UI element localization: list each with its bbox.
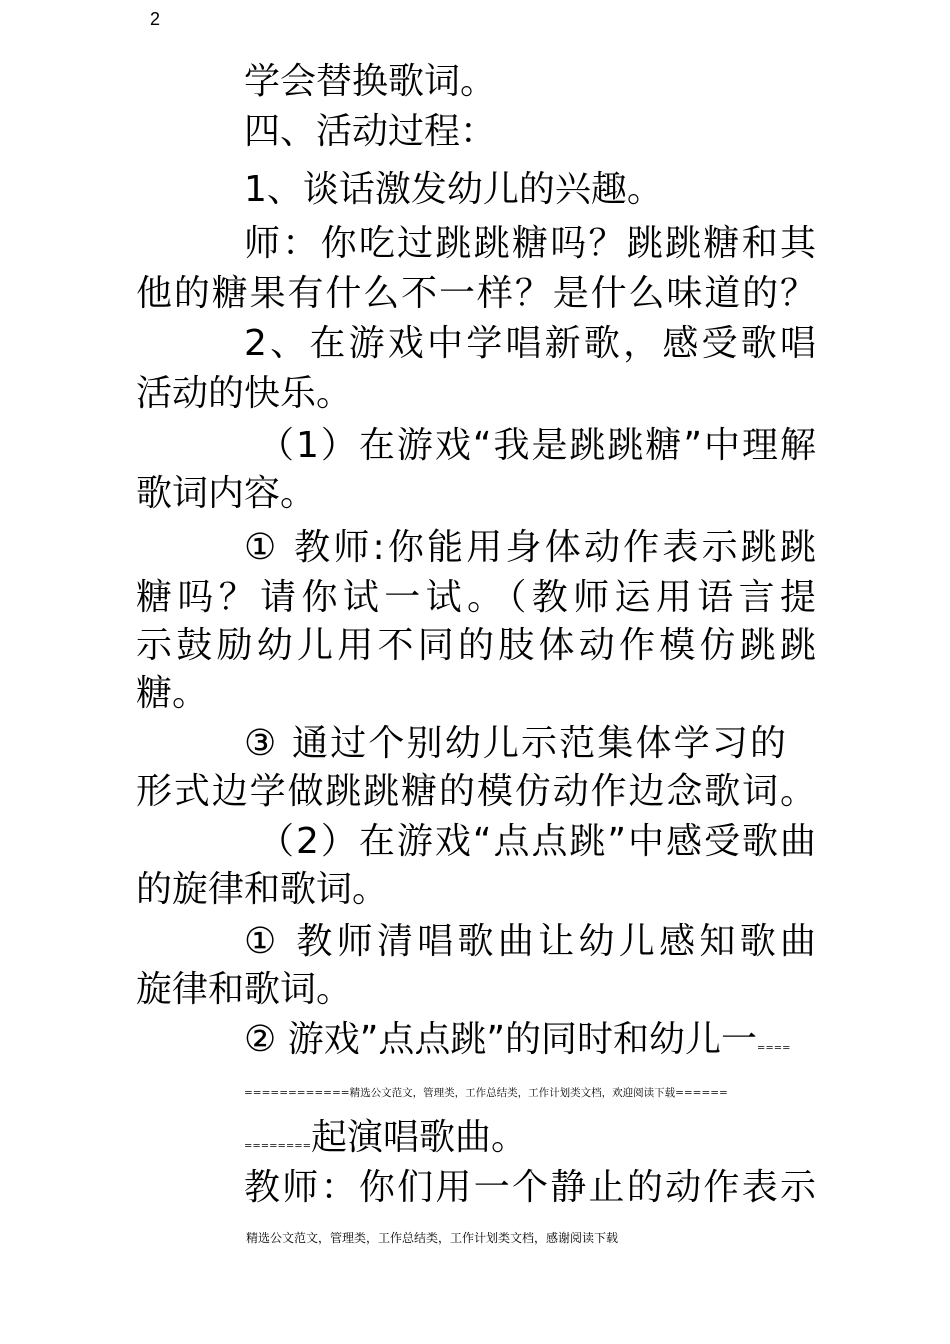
page-footer: 精选公文范文，管理类，工作总结类，工作计划类文档，感谢阅读下载 [246, 1231, 619, 1245]
text-line: 示鼓励幼儿用不同的肢体动作模仿跳跳 [136, 625, 816, 666]
watermark-head: ======== [244, 1141, 312, 1152]
text-line: 师：你吃过跳跳糖吗？跳跳糖和其 [244, 223, 816, 264]
text-line: 教师：你们用一个静止的动作表示 [244, 1167, 816, 1208]
text-line: 的旋律和歌词。 [136, 869, 389, 910]
page-number: 2 [150, 9, 161, 29]
text-line: 歌词内容。 [136, 473, 317, 514]
watermark-tail: ==== [757, 1043, 791, 1054]
text-line: 糖。 [136, 673, 209, 714]
text-line: 旋律和歌词。 [136, 969, 353, 1010]
text-line: ③ 通过个别幼儿示范集体学习的 [244, 723, 786, 764]
text-line: 糖吗？请你试一试。（教师运用语言提 [136, 577, 816, 618]
text-line: 1、谈话激发幼儿的兴趣。 [244, 169, 663, 210]
text-line-main: ② 游戏”点点跳”的同时和幼儿一 [244, 1019, 758, 1060]
section-heading: 四、活动过程： [244, 111, 497, 152]
text-line [244, 1018, 791, 1071]
text-line: 形式边学做跳跳糖的模仿动作边念歌词。 [136, 771, 816, 812]
text-line: 学会替换歌词。 [244, 61, 497, 102]
text-line: ① 教师清唱歌曲让幼儿感知歌曲 [244, 921, 816, 962]
text-line: ① 教师:你能用身体动作表示跳跳 [244, 527, 816, 568]
text-line: （2）在游戏“点点跳”中感受歌曲 [258, 821, 816, 862]
text-line: 2、在游戏中学唱新歌，感受歌唱 [244, 323, 816, 364]
text-line-main: 起演唱歌曲。 [311, 1117, 528, 1158]
text-line: 他的糖果有什么不一样？是什么味道的？ [136, 273, 816, 314]
text-line [244, 1116, 527, 1169]
text-line: （1）在游戏“我是跳跳糖”中理解 [258, 425, 816, 466]
watermark-line: ============精选公文范文，管理类，工作总结类，工作计划类文档，欢迎阅读下载====== [244, 1087, 728, 1099]
text-line: 活动的快乐。 [136, 373, 353, 414]
